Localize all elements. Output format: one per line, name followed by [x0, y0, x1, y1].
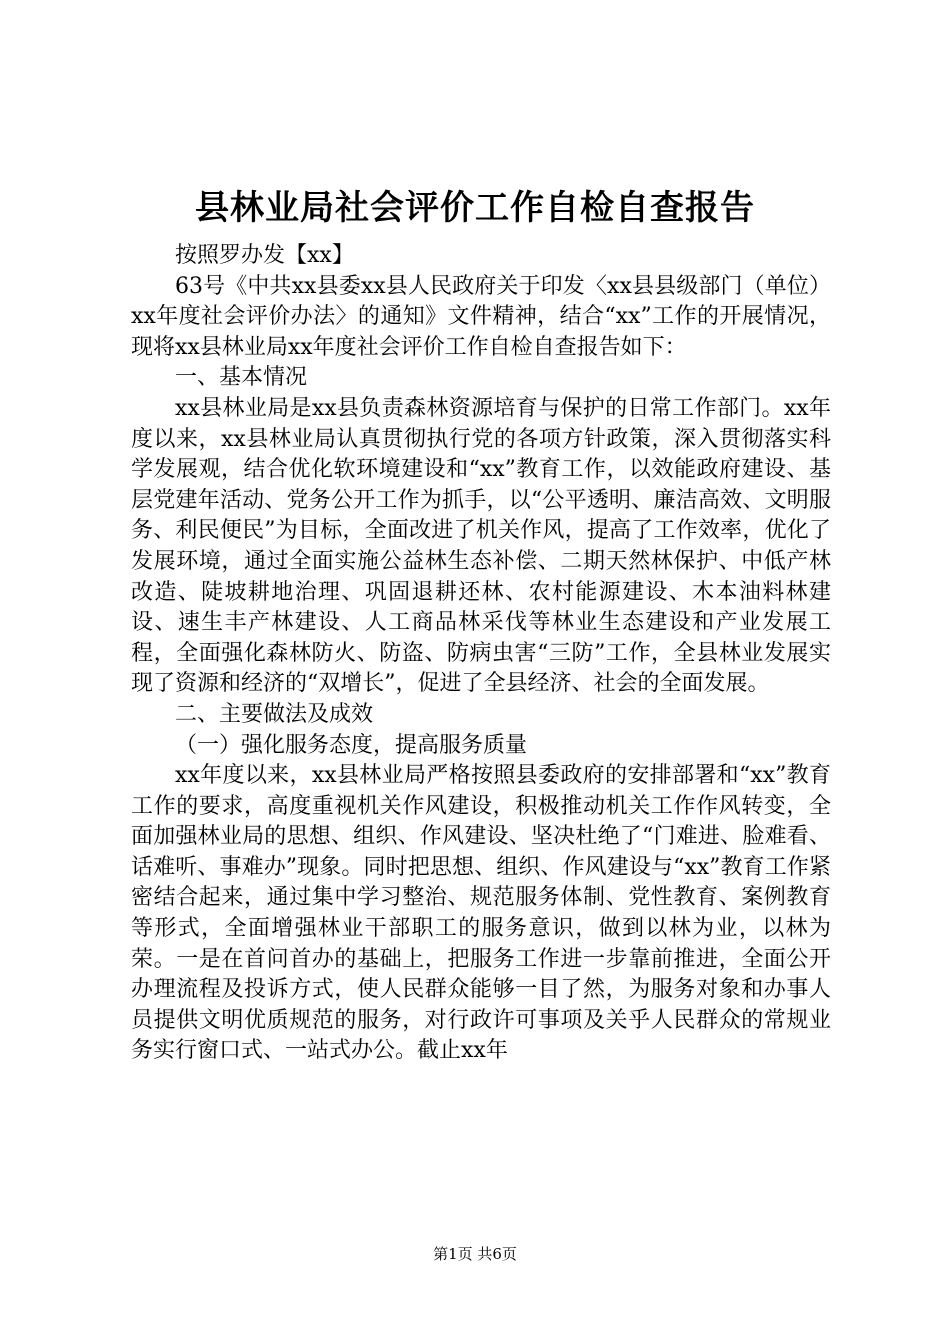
paragraph-basic-situation: xx县林业局是xx县负责森林资源培育与保护的日常工作部门。xx年度以来，xx县林业局认真贯彻执行党的各项方针政策，深入贯彻落实科学发展观，结合优化软环境建设和“xx”教育工作，以效能政府建设、基层党建年活动、党务公开工作为抓手，以“公平透明、廉洁高效、文明服务、利民便民”为目标，全面改进了机关作风，提高了工作效率，优化了发展环境，通过全面实施公益林生态补偿、二期天然林保护、中低产林改造、陡坡耕地治理、巩固退耕还林、农村能源建设、木本油料林建设、速生丰产林建设、人工商品林采伐等林业生态建设和产业发展工程，全面强化森林防火、防盗、防病虫害“三防”工作，全县林业发展实现了资源和经济的“双增长”，促进了全县经济、社会的全面发展。: [131, 395, 831, 697]
section-heading-basic: 一、基本情况: [175, 365, 308, 391]
page-footer: 第1页 共6页: [433, 1245, 517, 1263]
section-heading-practices: 二、主要做法及成效: [175, 701, 374, 727]
subsection-heading-service: （一）强化服务态度，提高服务质量: [175, 732, 528, 758]
paragraph-intro: 63号《中共xx县委xx县人民政府关于印发〈xx县县级部门（单位）xx年度社会评价办法〉的通知》文件精神，结合“xx”工作的开展情况，现将xx县林业局xx年度社会评价工作自检自查报告如下：: [131, 273, 831, 360]
paragraph-reference: 按照罗办发【xx】: [175, 243, 354, 268]
paragraph-service: xx年度以来，xx县林业局严格按照县委政府的安排部署和“xx”教育工作的要求，高度重视机关作风建设，积极推动机关工作作风转变，全面加强林业局的思想、组织、作风建设、坚决杜绝了“门难进、脸难看、话难听、事难办”现象。同时把思想、组织、作风建设与“xx”教育工作紧密结合起来，通过集中学习整治、规范服务体制、党性教育、案例教育等形式，全面增强林业干部职工的服务意识，做到以林为业，以林为荣。一是在首问首办的基础上，把服务工作进一步靠前推进，全面公开办理流程及投诉方式，使人民群众能够一目了然，为服务对象和办事人员提供文明优质规范的服务，对行政许可事项及关乎人民群众的常规业务实行窗口式、一站式办公。截止xx年: [131, 763, 831, 1064]
document-title: 县林业局社会评价工作自检自查报告: [195, 188, 755, 228]
document-body: [131, 241, 831, 1067]
